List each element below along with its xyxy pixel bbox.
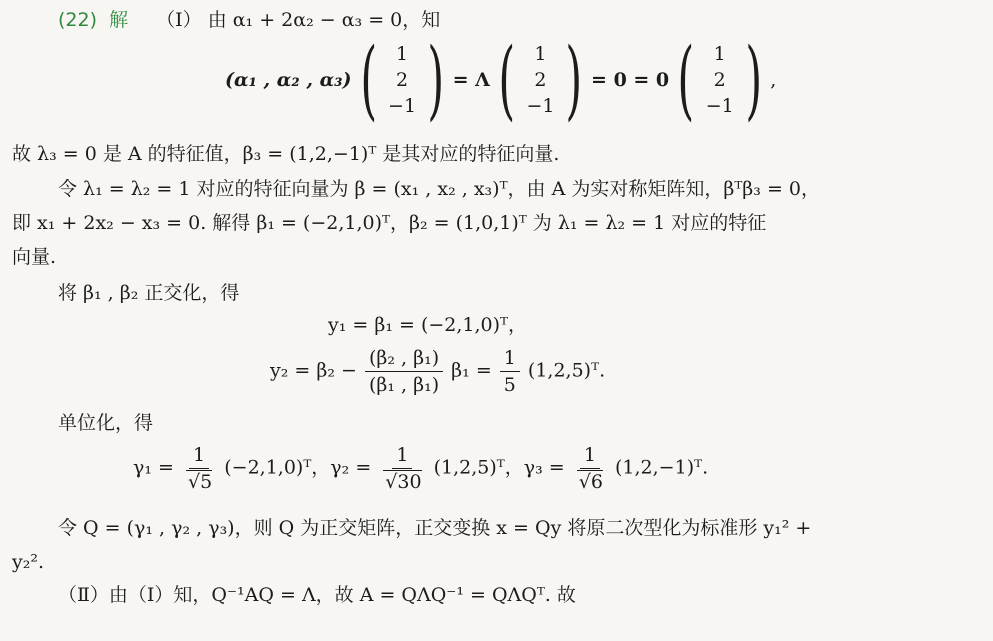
eq-y2-den: (β₁ , β₁) bbox=[368, 374, 440, 396]
paren-right-3: ) bbox=[745, 30, 762, 130]
gamma3-num: 1 bbox=[580, 442, 600, 469]
line7: 将 β₁ , β₂ 正交化，得 bbox=[58, 282, 240, 304]
matrix-equation bbox=[225, 30, 777, 130]
eq-y2-fraction bbox=[365, 345, 443, 398]
vector-1-e3: −1 bbox=[388, 95, 417, 117]
eq-y1: y₁ = β₁ = (−2,1,0)ᵀ， bbox=[328, 314, 528, 336]
vector-3-e1: 1 bbox=[713, 43, 726, 65]
line5: 即 x₁ + 2x₂ − x₃ = 0. 解得 β₁ = (−2,1,0)ᵀ，β₂ = (1,0,1)ᵀ 为 λ₁ = λ₂ = 1 对应的特征 bbox=[12, 212, 767, 234]
eq-y2-fnum: 1 bbox=[500, 345, 520, 372]
paren-right-1: ) bbox=[427, 30, 445, 130]
eq-gamma bbox=[133, 442, 708, 495]
gamma1-vec: (−2,1,0)ᵀ，γ₂ = bbox=[224, 456, 372, 479]
gamma2-den bbox=[379, 469, 425, 495]
line13: y₂². bbox=[12, 551, 45, 573]
gamma2-vec: (1,2,5)ᵀ，γ₃ = bbox=[433, 456, 565, 479]
gamma1-lhs: γ₁ = bbox=[133, 456, 174, 479]
vector-2-e1: 1 bbox=[534, 43, 547, 65]
vector-3-e3: −1 bbox=[705, 95, 734, 117]
vector-3 bbox=[703, 41, 737, 119]
line1-text: 由 α₁ + 2α₂ − α₃ = 0，知 bbox=[207, 9, 441, 31]
matrix-eq1: = Λ bbox=[452, 69, 490, 91]
matrix-left: (α₁ , α₂ , α₃) bbox=[225, 69, 352, 91]
sqrt5: √5 bbox=[187, 471, 213, 493]
line14: （Ⅱ）由（Ⅰ）知，Q⁻¹AQ = Λ，故 A = QΛQ⁻¹ = QΛQᵀ. 故 bbox=[58, 584, 576, 606]
paren-left-1: ( bbox=[359, 30, 377, 130]
gamma3-fraction bbox=[573, 442, 607, 495]
eq-y2-num: (β₂ , β₁) bbox=[365, 345, 443, 372]
line4: 令 λ₁ = λ₂ = 1 对应的特征向量为 β = (x₁ , x₂ , x₃)ᵀ，由 A 为实对称矩阵知，βᵀβ₃ = 0， bbox=[58, 178, 820, 200]
paren-left-2: ( bbox=[498, 30, 516, 130]
paren-left-3: ( bbox=[677, 30, 695, 130]
eq-y2 bbox=[270, 345, 605, 398]
gamma1-fraction bbox=[182, 442, 216, 495]
solution-mark: 解 bbox=[109, 9, 129, 31]
sqrt30: √30 bbox=[385, 471, 422, 493]
eq-y2-lhs: y₂ = β₂ − bbox=[270, 359, 357, 382]
vector-2-e2: 2 bbox=[534, 69, 547, 91]
gamma3-den bbox=[573, 469, 607, 495]
line12: 令 Q = (γ₁ , γ₂ , γ₃)，则 Q 为正交矩阵，正交变换 x = Qy 将原二次型化为标准形 y₁² + bbox=[58, 517, 812, 539]
vector-1 bbox=[385, 41, 419, 119]
sqrt6: √6 bbox=[578, 471, 603, 493]
problem-number: (22) bbox=[58, 9, 98, 31]
vector-3-e2: 2 bbox=[713, 69, 726, 91]
vector-2 bbox=[523, 41, 557, 119]
line6: 向量. bbox=[12, 246, 57, 268]
gamma1-num: 1 bbox=[189, 442, 209, 469]
gamma3-vec: (1,2,−1)ᵀ. bbox=[615, 456, 709, 479]
line10: 单位化，得 bbox=[58, 412, 154, 434]
eq-y2-fden: 5 bbox=[503, 374, 516, 396]
vector-2-e3: −1 bbox=[526, 95, 555, 117]
problem-header bbox=[58, 8, 440, 32]
gamma2-fraction bbox=[379, 442, 425, 495]
line3: 故 λ₃ = 0 是 A 的特征值，β₃ = (1,2,−1)ᵀ 是其对应的特征向量. bbox=[12, 143, 560, 165]
eq-y2-mid: β₁ = bbox=[451, 359, 492, 382]
paren-right-2: ) bbox=[565, 30, 583, 130]
matrix-eq2: = 0 = 0 bbox=[591, 69, 670, 91]
eq-y2-rhs: (1,2,5)ᵀ. bbox=[527, 359, 606, 382]
matrix-tail: , bbox=[770, 69, 777, 91]
eq-y2-scalar bbox=[500, 345, 520, 398]
vector-1-e2: 2 bbox=[396, 69, 409, 91]
vector-1-e1: 1 bbox=[396, 43, 409, 65]
gamma1-den bbox=[182, 469, 216, 495]
part1-label: （Ⅰ） bbox=[156, 9, 202, 31]
gamma2-num: 1 bbox=[392, 442, 412, 469]
